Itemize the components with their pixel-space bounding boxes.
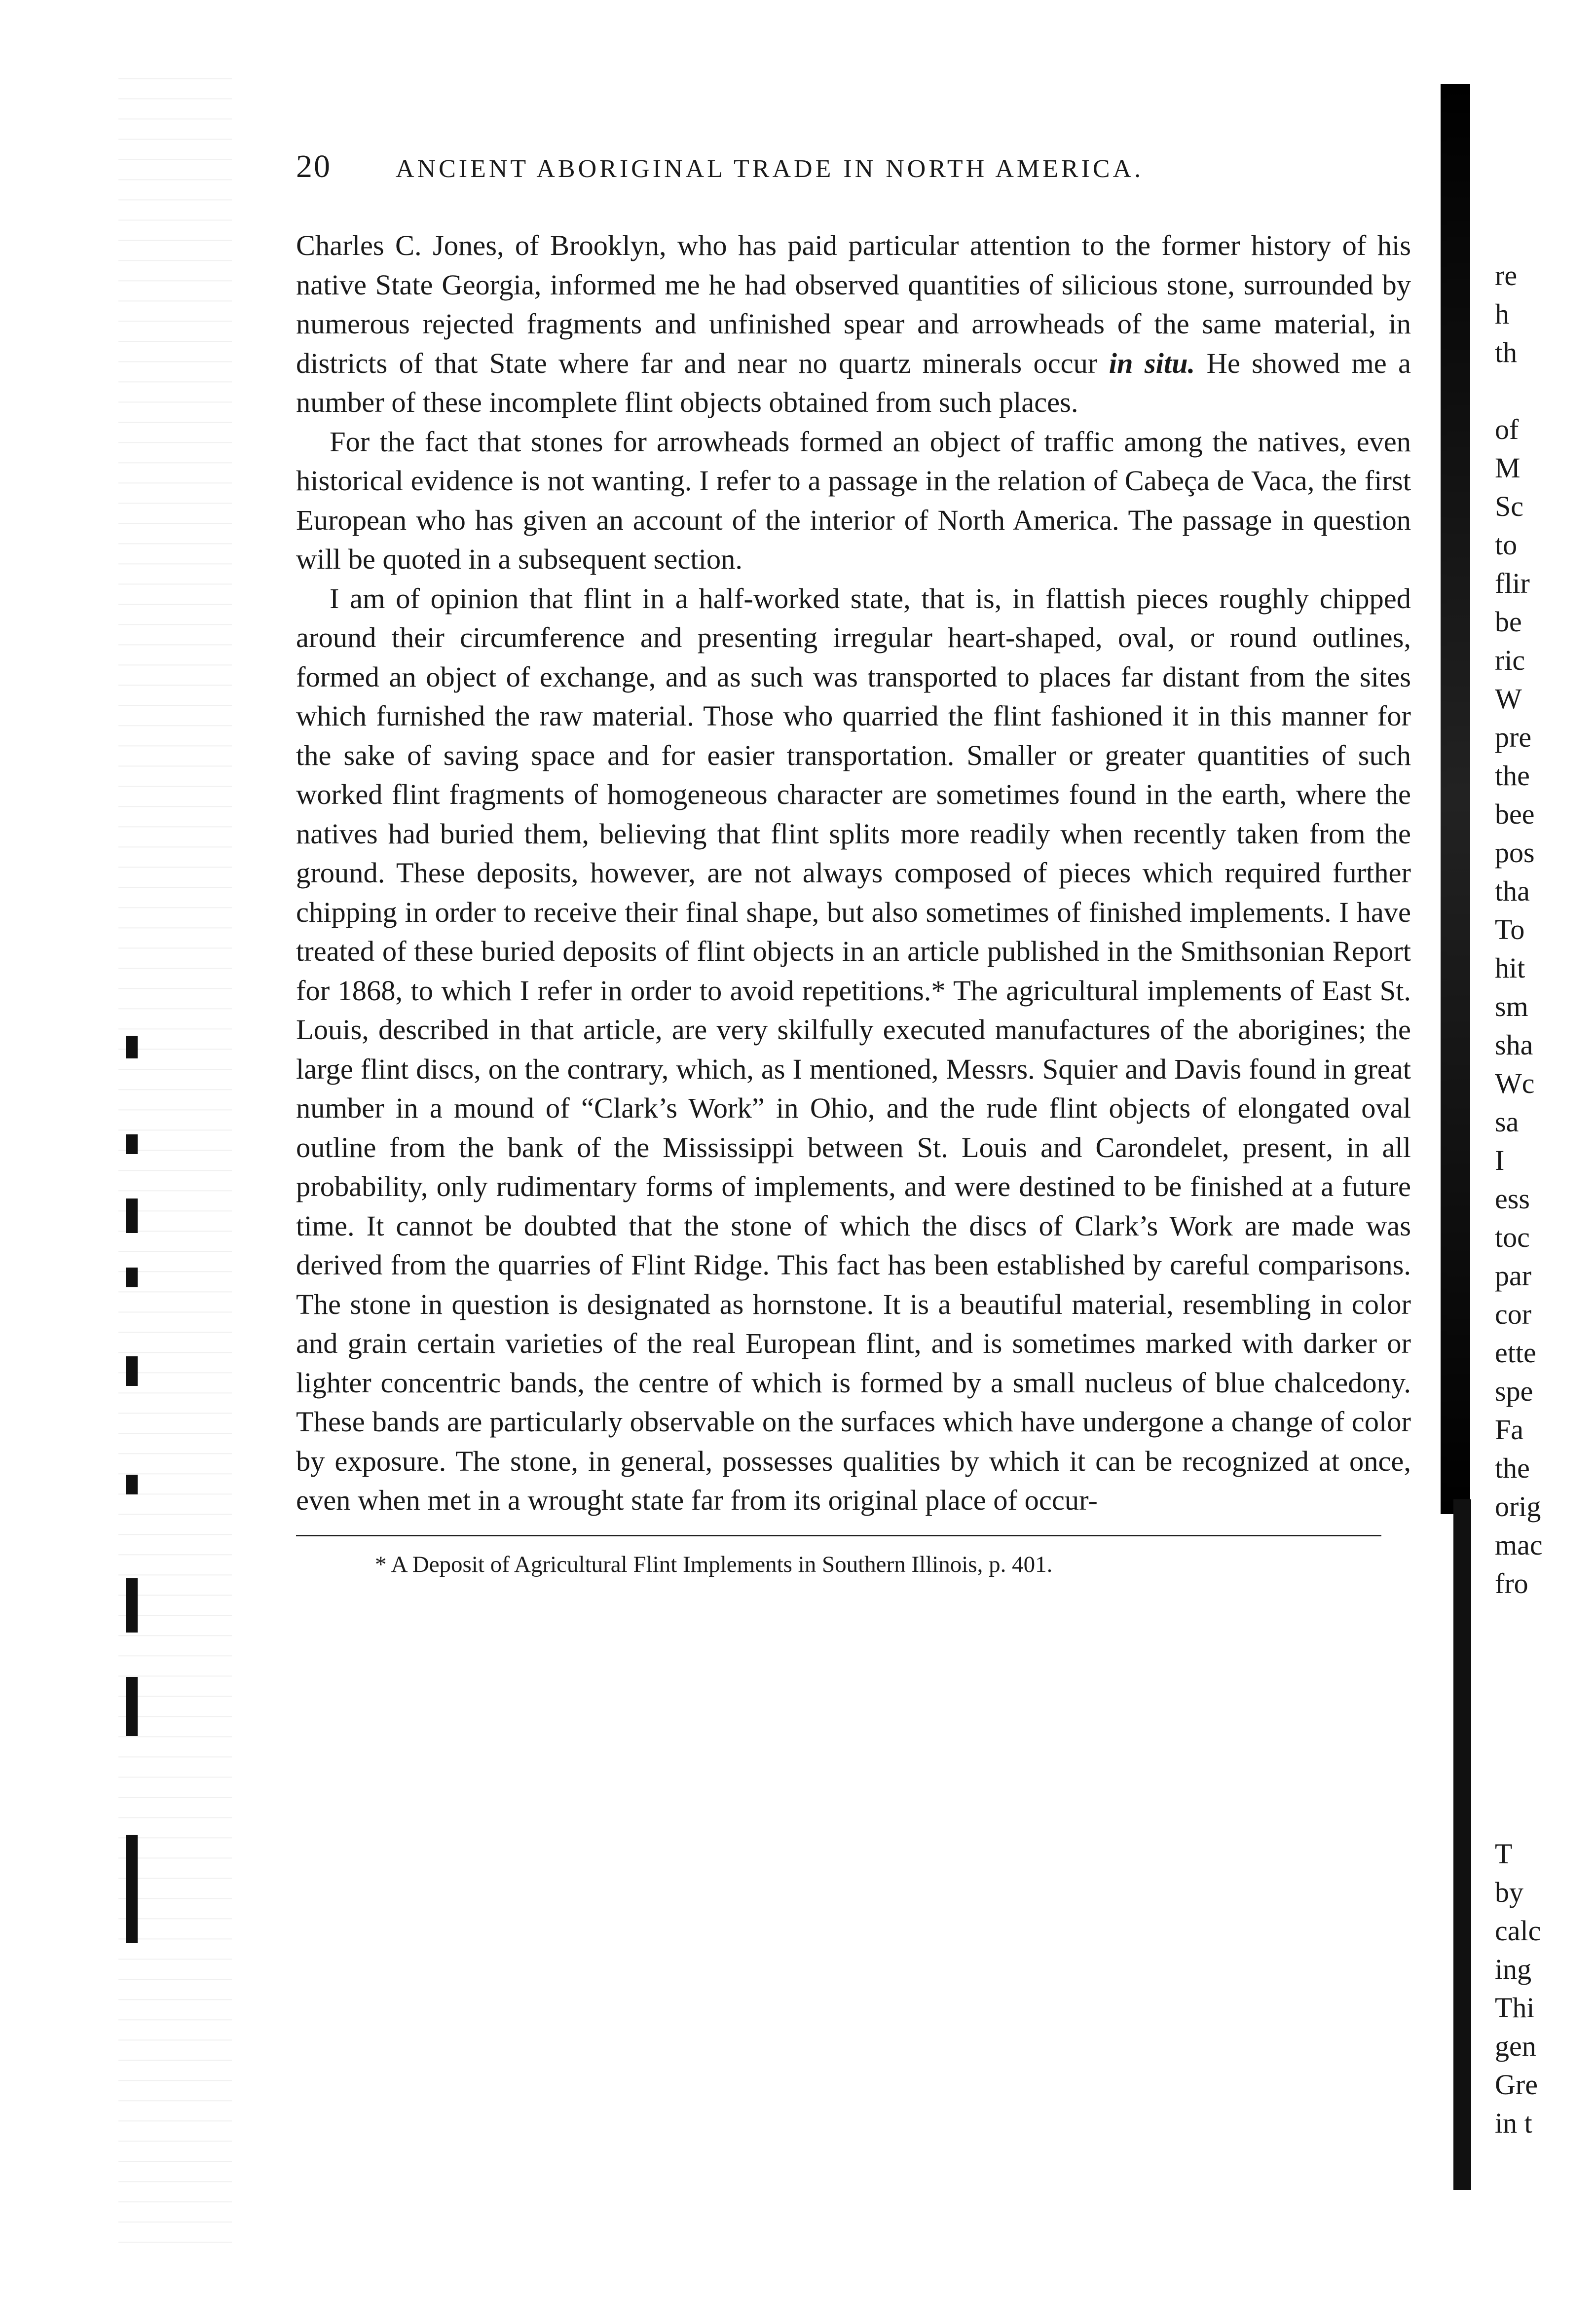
fragment-line: sm: [1495, 990, 1528, 1022]
fragment-line: I: [1495, 1144, 1505, 1176]
fragment-line: bee: [1495, 798, 1535, 830]
fragment-line: ric: [1495, 644, 1525, 676]
footnote: * A Deposit of Agricultural Flint Implements in Southern Illinois, p. 401.: [375, 1551, 1053, 1577]
fragment-line: flir: [1495, 567, 1530, 599]
page-edge-shadow-lower: [1453, 1499, 1471, 2190]
fragment-line: cor: [1495, 1298, 1532, 1330]
fragment-line: Fa: [1495, 1414, 1523, 1446]
fragment-line: spe: [1495, 1375, 1533, 1407]
fragment-line: calc: [1495, 1915, 1541, 1947]
fragment-line: [1495, 372, 1594, 410]
fragment-line: pos: [1495, 836, 1535, 869]
paragraph-3: I am of opinion that flint in a half-worked state, that is, in flattish pieces roughly chipped around their circumference and presenting irregular heart-shaped, oval, or round outlines, formed an object of exchange, and as such was transported to places far distant from the sites which furnished the raw material. Those who quarried the flint fashioned it in this manner for the sake of saving space and for easier transportation. Smaller or greater quantities of such worked flint fragments of homogeneous character are sometimes found in the earth, where the natives had buried them, believing that flint splits more readily when recently taken from the ground. These deposits, however, are not always composed of pieces which required further chipping in order to receive their final shape, but also sometimes of finished implements. I have treated of these buried deposits of flint objects in an article published in the Smithsonian Report for 1868, to which I refer in order to avoid repetitions.* The agricultural implements of East St. Louis, described in that article, are very skilfully executed manufactures of the aborigines; the large flint discs, on the contrary, which, as I mentioned, Messrs. Squier and Davis found in great number in a mound of “Clark’s Work” in Ohio, and the rude flint objects of elongated oval outline from the bank of the Mississippi between St. Louis and Carondelet, present, in all probability, only rudimentary forms of implements, and were destined to be finished at a future time. It cannot be doubted that the stone of which the discs of Clark’s Work are made was derived from the quarries of Flint Ridge. This fact has been established by careful comparisons. The stone in question is designated as hornstone. It is a beautiful material, resembling in color and grain certain varieties of the real European flint, and is sometimes marked with darker or lighter concentric bands, the centre of which is formed by a small nucleus of blue chalcedony. These bands are particularly observable on the surfaces which have undergone a change of color by exposure. The stone, in general, possesses qualities by which it can be recognized at once, even when met in a wrought state far from its original place of occur-: [296, 582, 1411, 1516]
paragraph-1-italic: in situ.: [1109, 347, 1195, 379]
footnote-rule: [296, 1535, 1381, 1536]
fragment-line: ette: [1495, 1337, 1536, 1369]
fragment-line: sa: [1495, 1106, 1519, 1138]
fragment-line: to: [1495, 529, 1518, 561]
fragment-line: mac: [1495, 1529, 1543, 1561]
fragment-line: toc: [1495, 1221, 1530, 1253]
fragment-line: of: [1495, 413, 1519, 445]
fragment-line: be: [1495, 606, 1522, 638]
fragment-line: par: [1495, 1260, 1532, 1292]
fragment-line: To: [1495, 913, 1525, 945]
running-title: ANCIENT ABORIGINAL TRADE IN NORTH AMERICA.: [396, 155, 1144, 183]
fragment-line: Gre: [1495, 2069, 1538, 2101]
fragment-line: ess: [1495, 1183, 1530, 1215]
fragment-line: h: [1495, 298, 1509, 330]
fragment-line: re: [1495, 259, 1518, 291]
fragment-line: fro: [1495, 1567, 1528, 1599]
fragment-line: Thi: [1495, 1992, 1535, 2024]
fragment-line: hit: [1495, 952, 1525, 984]
adjacent-page-fragments: [1495, 256, 1594, 2142]
paragraph-1-text-after: He showed me a number of these incomplete flint objects obtained from such places.: [296, 347, 1411, 418]
fragment-line: th: [1495, 336, 1518, 368]
fragment-line: the: [1495, 1452, 1530, 1484]
fragment-line: ing: [1495, 1953, 1532, 1985]
fragment-line: by: [1495, 1876, 1523, 1908]
fragment-line: the: [1495, 760, 1530, 792]
book-page: [296, 148, 1411, 1578]
fragment-line: gen: [1495, 2030, 1536, 2062]
paragraph-1-text: Charles C. Jones, of Brooklyn, who has paid particular attention to the former history of his native State Georgia, informed me he had observed quantities of silicious stone, surrounded by numerous rejected fragments and unfinished spear and arrowheads of the same material, in districts of that State where far and near no quartz minerals occur: [296, 229, 1411, 379]
fragment-line: sha: [1495, 1029, 1533, 1061]
body-text: [296, 226, 1411, 1520]
fragment-line: in t: [1495, 2107, 1532, 2139]
fragment-gap: [1495, 1603, 1594, 1835]
binding-gutter-marks: [126, 1036, 155, 2022]
fragment-line: tha: [1495, 875, 1530, 907]
fragment-line: W: [1495, 683, 1522, 715]
fragment-line: T: [1495, 1838, 1513, 1870]
running-header: [296, 148, 1411, 207]
paragraph-2: For the fact that stones for arrowheads formed an object of traffic among the natives, even historical evidence is not wanting. I refer to a passage in the relation of Cabeça de Vaca, the first European who has given an account of the interior of North America. The passage in question will be quoted in a subsequent section.: [296, 425, 1411, 575]
fragment-line: pre: [1495, 721, 1532, 753]
fragment-line: orig: [1495, 1490, 1541, 1523]
fragment-line: Wc: [1495, 1067, 1535, 1099]
fragment-line: Sc: [1495, 490, 1523, 522]
fragment-line: M: [1495, 452, 1521, 484]
paragraph-1: [296, 226, 1411, 422]
page-edge-shadow: [1441, 84, 1470, 1514]
page-number: 20: [296, 148, 332, 184]
